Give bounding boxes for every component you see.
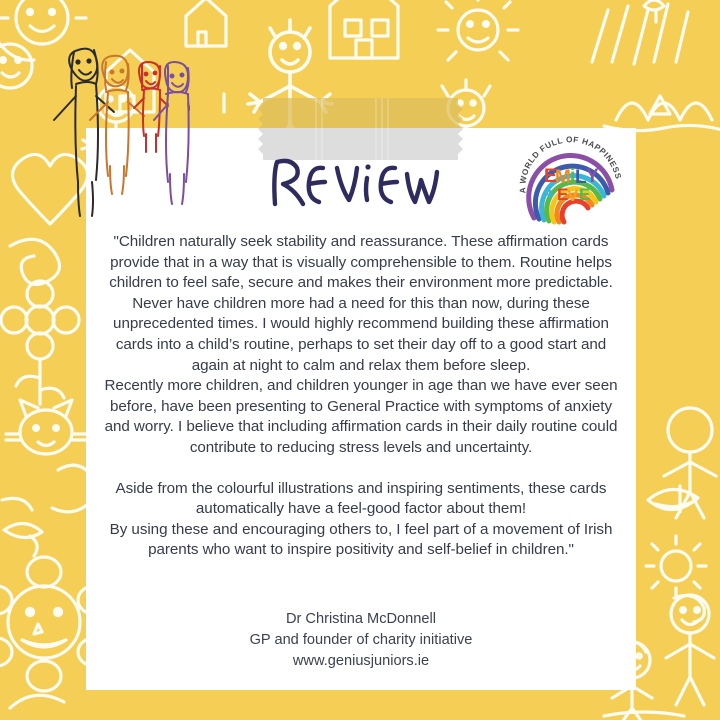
review-paragraph-2: Recently more children, and children younger in age than we have ever seen before, have been presenting to General Practice with symptoms of anxiety and worry. I believe that including affirmation cards in their daily routine could contribute to reducing stress levels and uncertainty. — [104, 377, 618, 456]
signature-block — [100, 609, 622, 672]
svg-text:M: M — [555, 167, 571, 188]
tape-strip-icon — [258, 98, 463, 160]
review-body — [100, 232, 622, 561]
review-paragraph-4: By using these and encouraging others to, I feel part of a movement of Irish parents who want to inspire positivity and self-belief in children." — [109, 520, 613, 559]
paragraph-spacer — [100, 459, 622, 479]
review-title-handwritten — [261, 152, 461, 214]
author-website[interactable]: www.geniusjuniors.ie — [292, 653, 430, 669]
author-name: Dr Christina McDonnell — [285, 611, 437, 627]
author-role: GP and founder of charity initiative — [249, 632, 473, 648]
svg-text:E: E — [544, 166, 557, 187]
svg-text:+: + — [545, 185, 555, 204]
svg-text:E: E — [579, 185, 591, 204]
page-title — [86, 152, 636, 214]
review-paragraph-1: "Children naturally seek stability and reassurance. These affirmation cards provide that in a way that is visually comprehensible to them. Routine helps children to feel safe, secure and makes their environment more predictable. Never have children more had a need for this than now, during these unprecedented times. I would highly recommend building these affirmation cards into a child’s routine, perhaps to set their day off to a good start and again at night to calm and relax them before sleep. — [109, 233, 613, 374]
review-paragraph-3: Aside from the colourful illustrations and inspiring sentiments, these cards automatically have a feel-good factor about them! — [115, 479, 607, 518]
svg-text:Y: Y — [586, 166, 599, 187]
svg-text:i: i — [570, 166, 576, 187]
svg-text:V: V — [567, 186, 579, 205]
svg-text:E: E — [557, 185, 569, 204]
logo-arc-text: A WORLD FULL OF HAPPINESS — [518, 135, 623, 194]
svg-text:L: L — [575, 167, 587, 188]
